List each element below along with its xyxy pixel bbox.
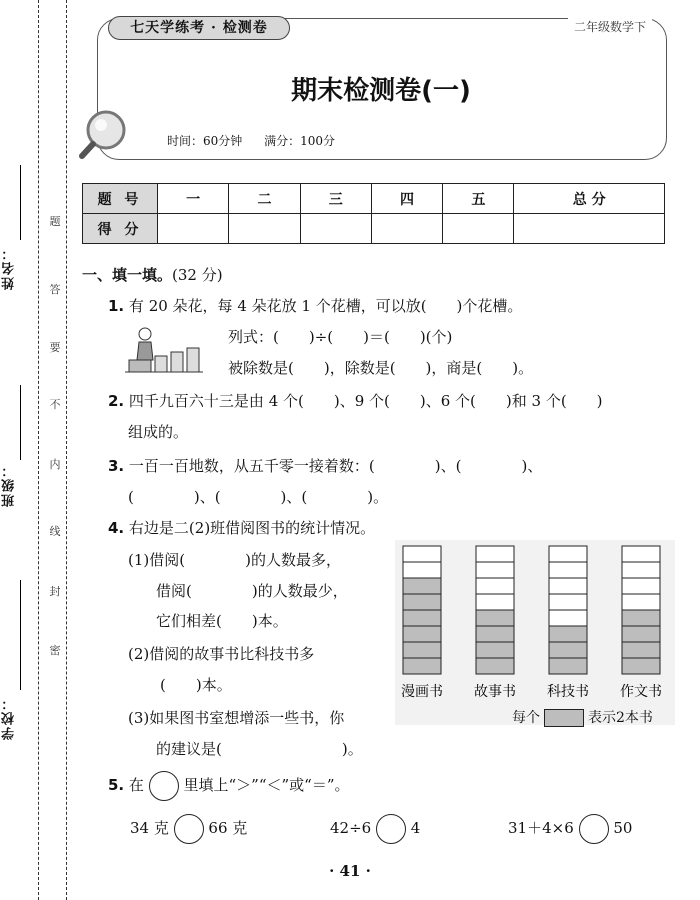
bar-cell-filled: [622, 626, 660, 642]
question-number: 1.: [108, 297, 125, 315]
bar-cell-empty: [622, 562, 660, 578]
bar-cell-empty: [476, 546, 514, 562]
legend-prefix: 每个: [512, 710, 540, 726]
grade-label: 二年级数学下: [568, 18, 652, 35]
q4-part3a: (3)如果图书室想增添一些书，你: [128, 709, 345, 727]
bar-cell-filled: [549, 658, 587, 674]
binding-line-inner: [66, 0, 67, 900]
bar-cell-filled: [403, 626, 441, 642]
category-label: 故事书: [474, 684, 516, 700]
bar-cell-empty: [622, 578, 660, 594]
table-row: [83, 184, 665, 214]
bar-cell-empty: [549, 594, 587, 610]
bar-cell-filled: [476, 642, 514, 658]
q4-part3b: 的建议是( )。: [156, 740, 363, 758]
bar-cell-empty: [622, 594, 660, 610]
question-prefix: 在: [128, 776, 144, 794]
q4-part1a: (1)借阅( )的人数最多，: [128, 551, 341, 569]
row-header: 得 分: [83, 214, 158, 244]
answer-circle[interactable]: [376, 814, 406, 844]
bar-cell-filled: [549, 626, 587, 642]
bar-cell-filled: [403, 658, 441, 674]
question-1: [108, 295, 522, 316]
seal-char: 要: [49, 341, 61, 354]
school-label: 学校：: [2, 695, 17, 740]
bar-cell-empty: [549, 546, 587, 562]
seal-char: 内: [49, 458, 61, 471]
bar-cell-filled: [403, 642, 441, 658]
class-label: 班级：: [2, 462, 17, 507]
column-header: 三: [300, 184, 371, 214]
bar-cell-empty: [403, 546, 441, 562]
series-badge: 七天学练考 · 检测卷: [108, 16, 290, 40]
bar-cell-filled: [476, 658, 514, 674]
compare-left: 42÷6: [330, 819, 372, 837]
full-score: 满分：100分: [264, 134, 336, 148]
borrowing-bar-chart: [395, 540, 675, 725]
bar-cell-filled: [403, 594, 441, 610]
question-number: 4.: [108, 519, 125, 537]
score-cell[interactable]: [300, 214, 371, 244]
question-number: 2.: [108, 392, 125, 410]
question-5: [108, 771, 350, 801]
table-row: [83, 214, 665, 244]
q4-part1b: 借阅( )的人数最少，: [156, 582, 348, 600]
score-table: [82, 183, 665, 244]
question-3: [108, 455, 542, 476]
bar-0: [403, 546, 441, 674]
q1-parts: 被除数是( )，除数是( )，商是( )。: [228, 359, 534, 377]
score-cell[interactable]: [371, 214, 442, 244]
q4-part2a: (2)借阅的故事书比科技书多: [128, 645, 315, 663]
column-header: 一: [158, 184, 229, 214]
category-label: 作文书: [620, 684, 662, 700]
compare-item: [330, 814, 420, 844]
question-2: [108, 390, 603, 411]
bar-cell-filled: [622, 610, 660, 626]
seal-char: 密: [49, 644, 61, 657]
category-label: 科技书: [547, 684, 589, 700]
bar-cell-empty: [549, 562, 587, 578]
score-cell[interactable]: [229, 214, 300, 244]
compare-right: 50: [613, 819, 633, 837]
flower-boxes-illustration: [125, 326, 205, 374]
bar-cell-filled: [549, 642, 587, 658]
column-header: 二: [229, 184, 300, 214]
q1-formula: 列式：( )÷( )＝( )(个): [228, 328, 453, 346]
bar-cell-filled: [622, 658, 660, 674]
class-blank: [20, 385, 21, 460]
bar-cell-filled: [403, 578, 441, 594]
question-text: 四千九百六十三是由 4 个( )、9 个( )、6 个( )和 3 个( ): [128, 392, 603, 410]
exam-meta: [163, 132, 339, 149]
bar-cell-empty: [476, 594, 514, 610]
bar-cell-empty: [476, 578, 514, 594]
q4-part2b: ( )本。: [160, 676, 232, 694]
bar-cell-filled: [476, 626, 514, 642]
q3-continuation: ( )、( )、( )。: [128, 488, 389, 506]
bar-cell-filled: [622, 642, 660, 658]
q4-part1c: 它们相差( )本。: [156, 612, 288, 630]
section-title: 一、填一填。: [82, 266, 173, 284]
compare-left: 31＋4×6: [508, 819, 574, 837]
page-number: · 41 ·: [329, 862, 371, 880]
compare-left: 34 克: [130, 819, 169, 837]
column-header: 总 分: [514, 184, 665, 214]
magnifier-icon: [74, 108, 134, 160]
name-label: 姓名：: [2, 245, 17, 290]
compare-circle: [149, 771, 179, 801]
question-number: 3.: [108, 457, 125, 475]
seal-char: 封: [49, 585, 61, 598]
question-number: 5.: [108, 776, 125, 794]
bar-2: [549, 546, 587, 674]
legend-swatch: [544, 709, 584, 727]
score-cell[interactable]: [443, 214, 514, 244]
bar-cell-empty: [403, 562, 441, 578]
page-title: 期末检测卷(一): [291, 76, 471, 106]
bar-cell-empty: [549, 578, 587, 594]
bar-3: [622, 546, 660, 674]
section-points: (32 分): [172, 266, 223, 284]
compare-item: [508, 814, 632, 844]
binding-line-outer: [38, 0, 39, 900]
school-blank: [20, 580, 21, 690]
chart-legend: [512, 707, 653, 727]
seal-char: 不: [49, 398, 61, 411]
question-text: 里填上“＞”“＜”或“＝”。: [183, 776, 350, 794]
legend-suffix: 表示2本书: [588, 710, 653, 726]
compare-right: 66 克: [208, 819, 248, 837]
seal-char: 答: [49, 283, 61, 296]
row-header: 题 号: [83, 184, 158, 214]
bar-cell-empty: [476, 562, 514, 578]
answer-circle[interactable]: [579, 814, 609, 844]
compare-right: 4: [410, 819, 421, 837]
bar-cell-filled: [403, 610, 441, 626]
seal-char: 题: [49, 215, 61, 228]
column-header: 五: [443, 184, 514, 214]
seal-char: 线: [49, 525, 61, 538]
score-cell[interactable]: [158, 214, 229, 244]
question-text: 有 20 朵花，每 4 朵花放 1 个花槽，可以放( )个花槽。: [128, 297, 523, 315]
question-text: 一百一百地数，从五千零一接着数：( )、( )、: [128, 457, 543, 475]
answer-circle[interactable]: [174, 814, 204, 844]
compare-item: [130, 814, 247, 844]
q2-continuation: 组成的。: [128, 423, 189, 441]
column-header: 四: [371, 184, 442, 214]
bar-cell-empty: [549, 610, 587, 626]
name-blank: [20, 165, 21, 240]
bar-1: [476, 546, 514, 674]
section-heading: [82, 264, 223, 285]
question-4: [108, 517, 375, 538]
bar-cell-empty: [622, 546, 660, 562]
score-cell[interactable]: [514, 214, 665, 244]
question-text: 右边是二(2)班借阅图书的统计情况。: [128, 519, 376, 537]
category-label: 漫画书: [401, 684, 443, 700]
bar-cell-filled: [476, 610, 514, 626]
time-limit: 时间：60分钟: [167, 134, 243, 148]
